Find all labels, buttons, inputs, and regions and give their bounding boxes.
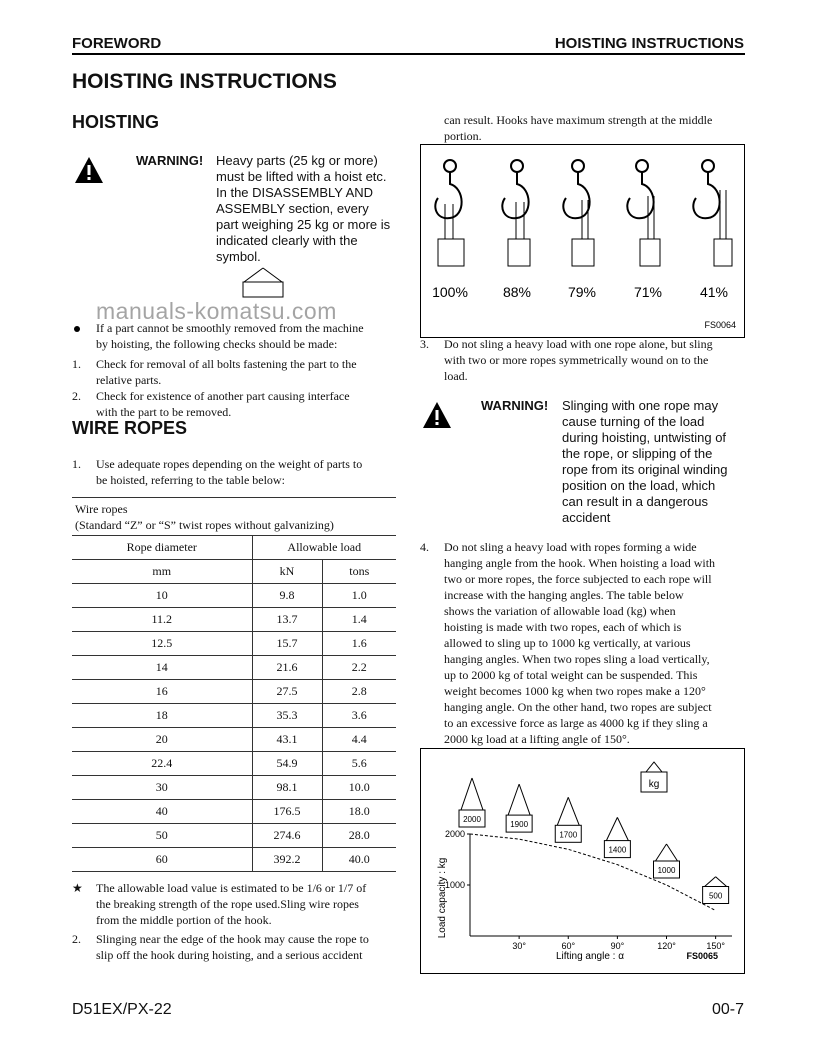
- x-tick-label: 150°: [706, 941, 725, 951]
- table-row: 14 21.6 2.2: [72, 656, 396, 680]
- load-value-label: 2000: [463, 815, 481, 824]
- warning-triangle-icon: [74, 156, 104, 184]
- kg-legend-label: kg: [648, 779, 660, 790]
- table-header-diameter: Rope diameter: [72, 536, 252, 560]
- hook-percent-label: 71%: [633, 284, 663, 300]
- table-top-rule: [72, 497, 396, 498]
- table-caption: Wire ropes (Standard “Z” or “S” twist ropes without galvanizing): [75, 502, 334, 532]
- header-divider: [72, 53, 745, 55]
- chart-figure-code: FS0065: [686, 951, 718, 961]
- hook-percent-label: 88%: [502, 284, 532, 300]
- y-tick-label: 2000: [444, 829, 465, 839]
- table-row: 12.5 15.7 1.6: [72, 632, 396, 656]
- star-icon: ★: [72, 881, 83, 895]
- table-row: 22.4 54.9 5.6: [72, 752, 396, 776]
- item-number: 4.: [420, 540, 429, 554]
- item-text: Do not sling a heavy load with one rope alone, but sling with two or more ropes symmetrically wound on to the load.: [444, 337, 713, 383]
- load-value-label: 1900: [510, 820, 529, 830]
- table-row: 10 9.8 1.0: [72, 584, 396, 608]
- table-row: 30 98.1 10.0: [72, 776, 396, 800]
- rope-line: [606, 817, 617, 840]
- load-capacity-chart: [420, 748, 745, 974]
- warning-text: Slinging with one rope may cause turning of the load during hoisting, untwisting of the rope, or slipping of the rope from its original winding position on the load, which can result in a dangerous accident: [562, 398, 728, 525]
- item-text: Do not sling a heavy load with ropes forming a wide hanging angle from the hook. When hoisting a load with two or more ropes, the force subjected to each rope will increase with the hanging angles. The table below shows the variation of allowable load (kg) when hoisting is made with two ropes, each of which is allowed to sling up to 1000 kg vertically, at various hanging angles. When two ropes sling a load vertically, up to 2000 kg of total weight can be suspended. This weight becomes 1000 kg when two ropes make a 120° hanging angle. On the other hand, two ropes are subject to an excessive force as large as 4000 kg if they sling a 2000 kg load at a lifting angle of 150°.: [444, 540, 716, 746]
- table-row: 50 274.6 28.0: [72, 824, 396, 848]
- table-unit-mm: mm: [72, 560, 252, 584]
- rope-line: [667, 844, 678, 861]
- watermark: manuals-komatsu.com: [96, 298, 337, 324]
- rope-load-table: [72, 535, 396, 872]
- check-text: Check for removal of all bolts fastening the part to the relative parts.: [96, 357, 357, 387]
- load-value-label: 1000: [657, 866, 676, 875]
- rope-line: [508, 784, 519, 815]
- heavy-part-symbol-icon: [240, 266, 286, 300]
- table-row: 16 27.5 2.8: [72, 680, 396, 704]
- hook-icon: [502, 160, 528, 239]
- table-unit-kn: kN: [252, 560, 322, 584]
- hook-percent-label: 41%: [699, 284, 729, 300]
- warning-label: WARNING!: [481, 398, 549, 413]
- x-tick-label: 30°: [512, 941, 526, 951]
- rope-line: [705, 877, 716, 887]
- y-tick-label: 1000: [444, 880, 465, 890]
- table-row: 20 43.1 4.4: [72, 728, 396, 752]
- figure-code: FS0064: [704, 320, 736, 330]
- load-value-label: 500: [708, 891, 723, 901]
- rope-line: [557, 797, 568, 825]
- footer-model: D51EX/PX-22: [72, 1001, 172, 1018]
- rope-line: [519, 784, 530, 815]
- item-number: 1.: [72, 457, 81, 471]
- x-tick-label: 120°: [657, 941, 676, 951]
- wire-ropes-heading: WIRE ROPES: [72, 418, 188, 438]
- rope-line: [568, 797, 579, 825]
- check-number: 2.: [72, 389, 81, 403]
- header-chapter-label: HOISTING INSTRUCTIONS: [554, 35, 744, 52]
- hook-icon: [563, 160, 589, 239]
- hook-icon: [627, 160, 654, 239]
- table-row: 40 176.5 18.0: [72, 800, 396, 824]
- item-text: Use adequate ropes depending on the weight of parts to be hoisted, referring to the table below:: [96, 457, 363, 487]
- item-number: 2.: [72, 932, 81, 946]
- kg-legend-icon: [641, 762, 667, 792]
- table-row: 18 35.3 3.6: [72, 704, 396, 728]
- rope-line: [656, 844, 667, 861]
- hook-percent-label: 79%: [567, 284, 597, 300]
- rope-line: [461, 778, 472, 810]
- hook-percent-label: 100%: [432, 284, 468, 300]
- check-text: Check for existence of another part causing interface with the part to be removed.: [96, 389, 350, 419]
- table-unit-tons: tons: [322, 560, 396, 584]
- y-axis-label: Load capacity : kg: [437, 857, 448, 939]
- x-axis-label: Lifting angle : α: [555, 951, 625, 962]
- bullet-text: If a part cannot be smoothly removed from the machine by hoisting, the following checks should be made:: [96, 321, 364, 351]
- item-text: Slinging near the edge of the hook may cause the rope to slip off the hook during hoisting, and a serious accident: [96, 932, 369, 962]
- x-tick-label: 90°: [610, 941, 625, 951]
- load-value-label: 1400: [608, 845, 627, 855]
- note-text: The allowable load value is estimated to be 1/6 or 1/7 of the breaking strength of the rope used.Sling wire ropes from the middle portion of the hook.: [96, 881, 367, 927]
- table-header-load: Allowable load: [252, 536, 396, 560]
- x-tick-label: 60°: [561, 941, 576, 951]
- table-row: 11.2 13.7 1.4: [72, 608, 396, 632]
- footer-page-number: 00-7: [711, 1001, 744, 1018]
- rope-line: [472, 778, 483, 810]
- page-title: HOISTING INSTRUCTIONS: [72, 70, 337, 93]
- load-value-label: 1700: [559, 830, 578, 840]
- hook-strength-figure: [420, 144, 745, 338]
- hook-icon: [693, 160, 726, 239]
- hoisting-heading: HOISTING: [72, 112, 160, 132]
- hook-icon: [435, 160, 461, 239]
- warning-triangle-icon: [422, 401, 452, 429]
- rope-line: [617, 817, 628, 840]
- warning-label: WARNING!: [136, 153, 204, 168]
- rope-line: [716, 877, 727, 887]
- table-row: 60 392.2 40.0: [72, 848, 396, 872]
- warning-text: Heavy parts (25 kg or more) must be lifted with a hoist etc. In the DISASSEMBLY AND ASSEMBLY section, every part weighing 25 kg or more is indicated clearly with the symbol.: [216, 153, 391, 264]
- item-number: 3.: [420, 337, 429, 351]
- bullet-dot: [74, 326, 80, 332]
- check-number: 1.: [72, 357, 81, 371]
- header-section-label: FOREWORD: [72, 35, 162, 52]
- continued-text: can result. Hooks have maximum strength at the middle portion.: [444, 113, 713, 143]
